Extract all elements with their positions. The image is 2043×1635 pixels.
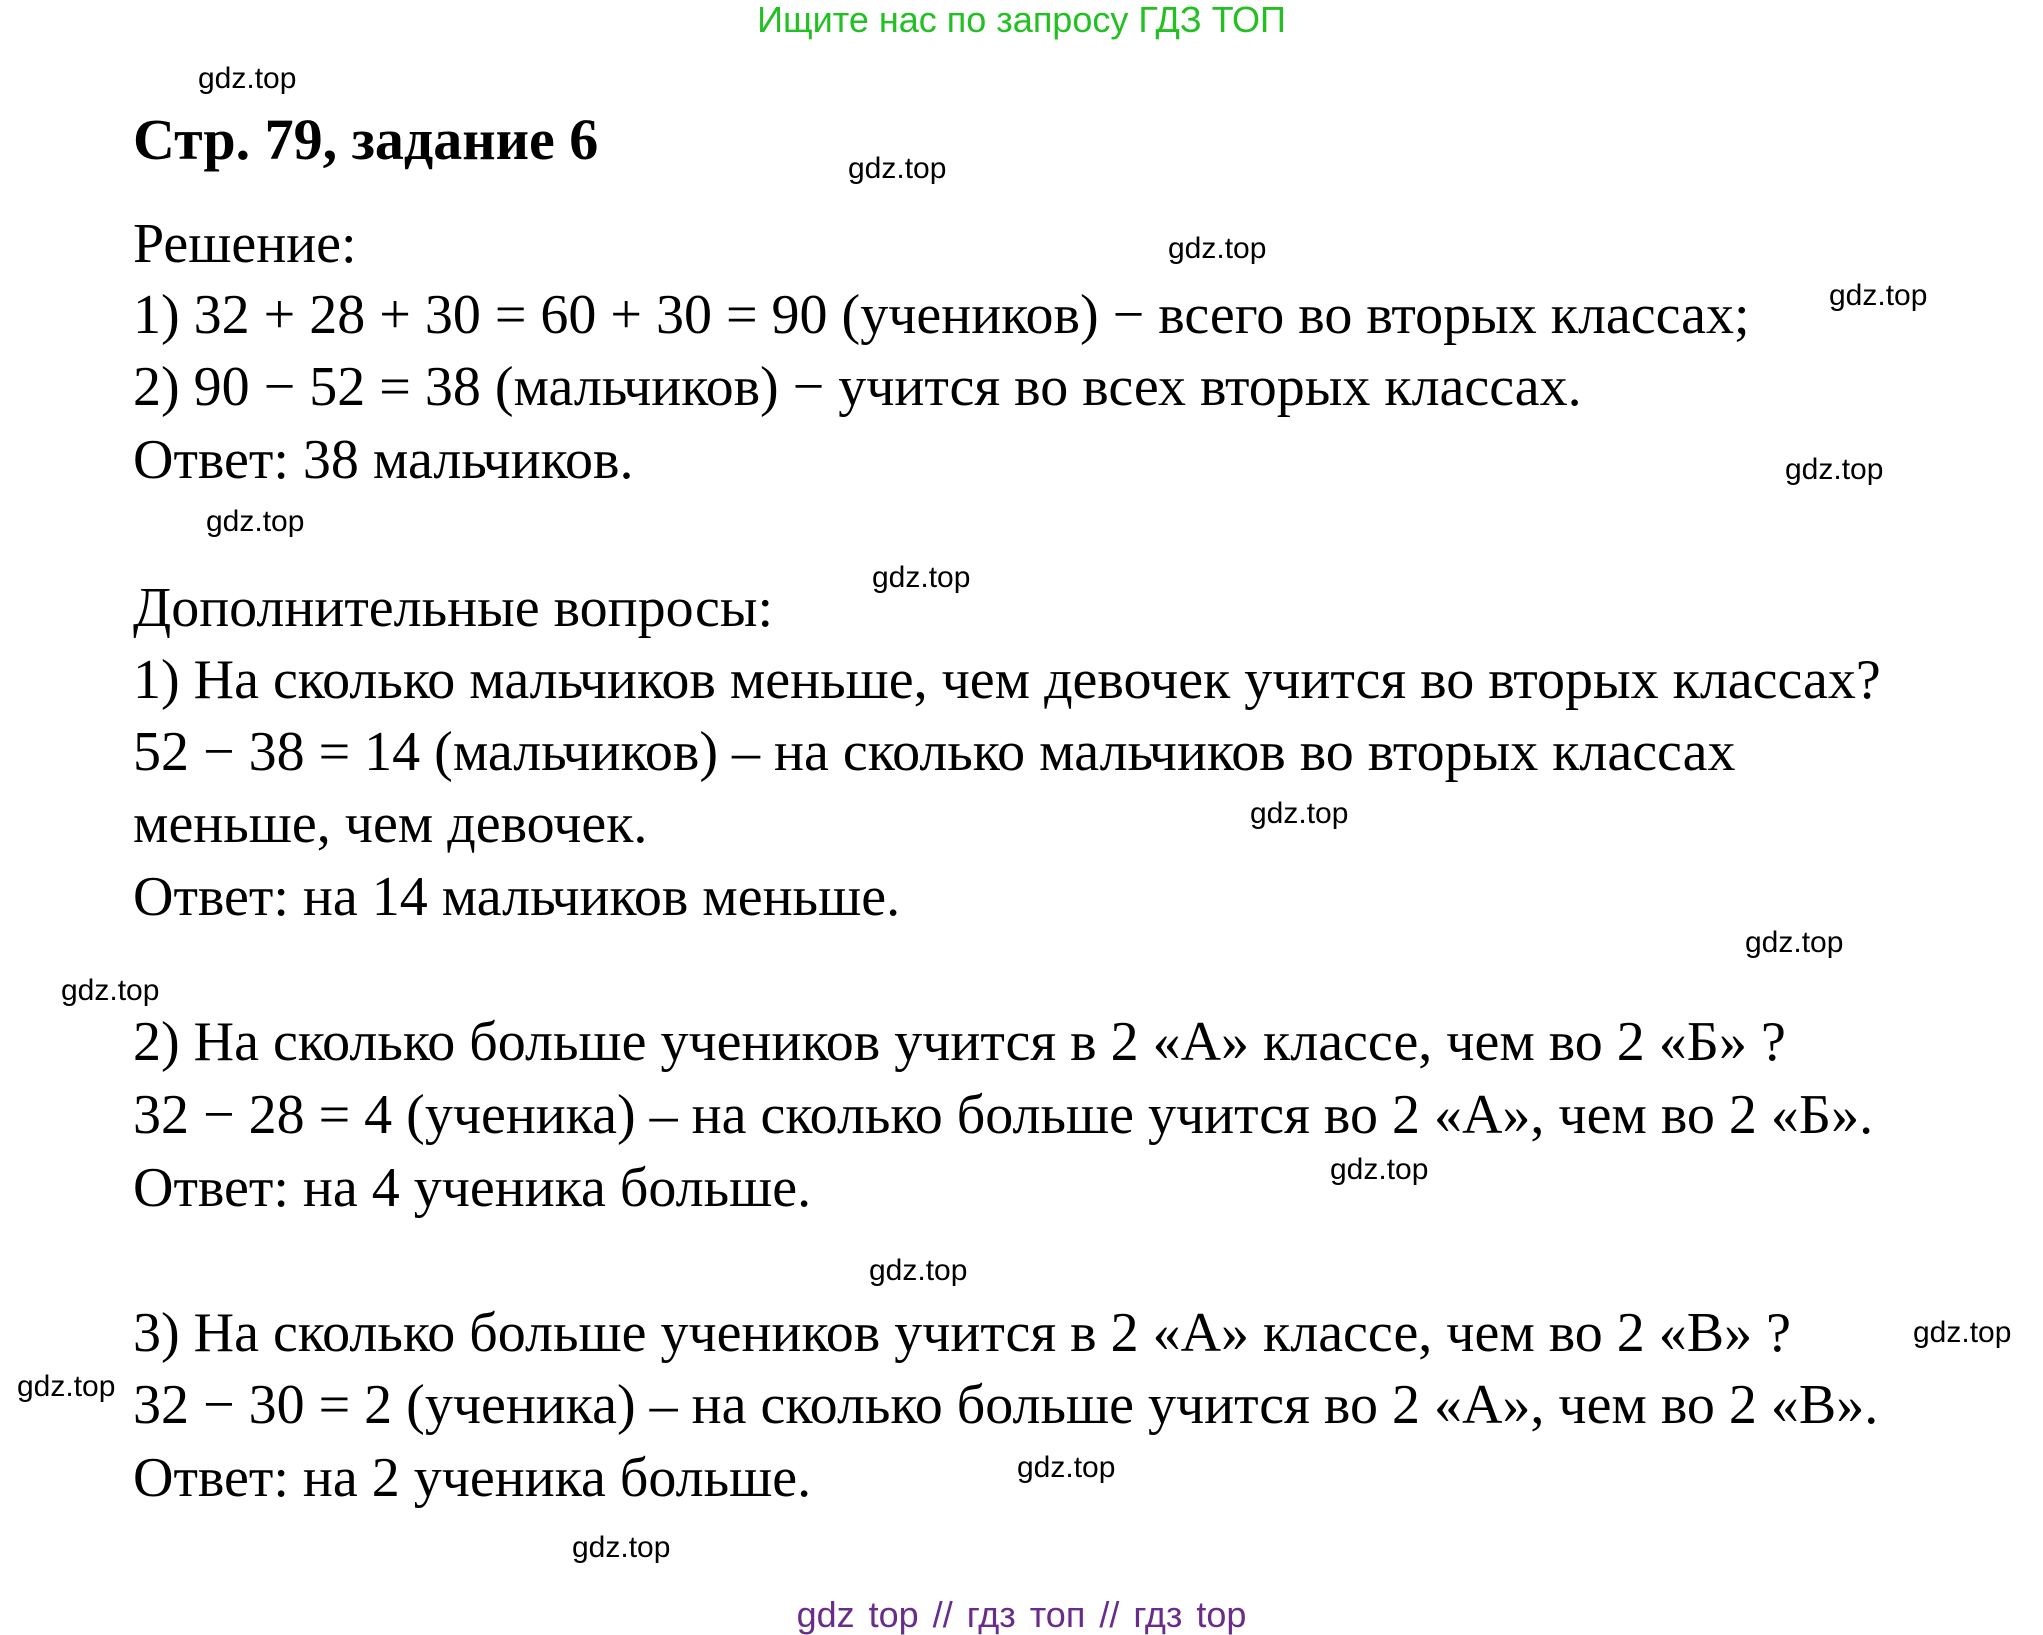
question-2: 2) На сколько больше учеников учится в 2 «А» классе, чем во 2 «Б» ? xyxy=(133,1011,1786,1073)
question-2-answer: Ответ: на 4 ученика больше. xyxy=(133,1157,812,1219)
solution-step-2: 2) 90 − 52 = 38 (мальчиков) − учится во всех вторых классах. xyxy=(133,356,1582,418)
watermark: gdz.top xyxy=(1829,279,1928,312)
question-1-calc-line-2: меньше, чем девочек. xyxy=(133,793,648,855)
solution-label: Решение: xyxy=(133,213,357,275)
question-3-calc: 32 − 30 = 2 (ученика) – на сколько больше учится во 2 «А», чем во 2 «В». xyxy=(133,1374,1879,1436)
watermark: gdz.top xyxy=(1913,1316,2012,1349)
watermark: gdz.top xyxy=(1785,453,1884,486)
question-3: 3) На сколько больше учеников учится в 2 «А» классе, чем во 2 «В» ? xyxy=(133,1302,1792,1364)
question-1: 1) На сколько мальчиков меньше, чем девочек учится во вторых классах? xyxy=(133,649,1881,711)
question-2-calc: 32 − 28 = 4 (ученика) – на сколько больше учится во 2 «А», чем во 2 «Б». xyxy=(133,1084,1874,1146)
watermark: gdz.top xyxy=(198,62,297,95)
watermark: gdz.top xyxy=(17,1370,116,1403)
watermark: gdz.top xyxy=(1017,1451,1116,1484)
watermark: gdz.top xyxy=(572,1531,671,1564)
footer-links: gdz top // гдз топ // гдз top xyxy=(796,1594,1247,1635)
question-1-calc-line-1: 52 − 38 = 14 (мальчиков) – на сколько мальчиков во вторых классах xyxy=(133,721,1736,783)
watermark: gdz.top xyxy=(61,974,160,1007)
watermark: gdz.top xyxy=(1168,232,1267,265)
watermark: gdz.top xyxy=(1250,797,1349,830)
watermark: gdz.top xyxy=(1745,926,1844,959)
watermark: gdz.top xyxy=(872,561,971,594)
page-title: Стр. 79, задание 6 xyxy=(133,107,599,172)
watermark: gdz.top xyxy=(869,1254,968,1287)
top-banner: Ищите нас по запросу ГДЗ ТОП xyxy=(757,0,1286,40)
watermark: gdz.top xyxy=(1330,1153,1429,1186)
solution-answer: Ответ: 38 мальчиков. xyxy=(133,429,634,491)
watermark: gdz.top xyxy=(206,505,305,538)
watermark: gdz.top xyxy=(848,152,947,185)
extra-questions-label: Дополнительные вопросы: xyxy=(133,577,774,639)
solution-step-1: 1) 32 + 28 + 30 = 60 + 30 = 90 (учеников) − всего во вторых классах; xyxy=(133,284,1750,346)
question-1-answer: Ответ: на 14 мальчиков меньше. xyxy=(133,866,901,928)
question-3-answer: Ответ: на 2 ученика больше. xyxy=(133,1447,812,1509)
